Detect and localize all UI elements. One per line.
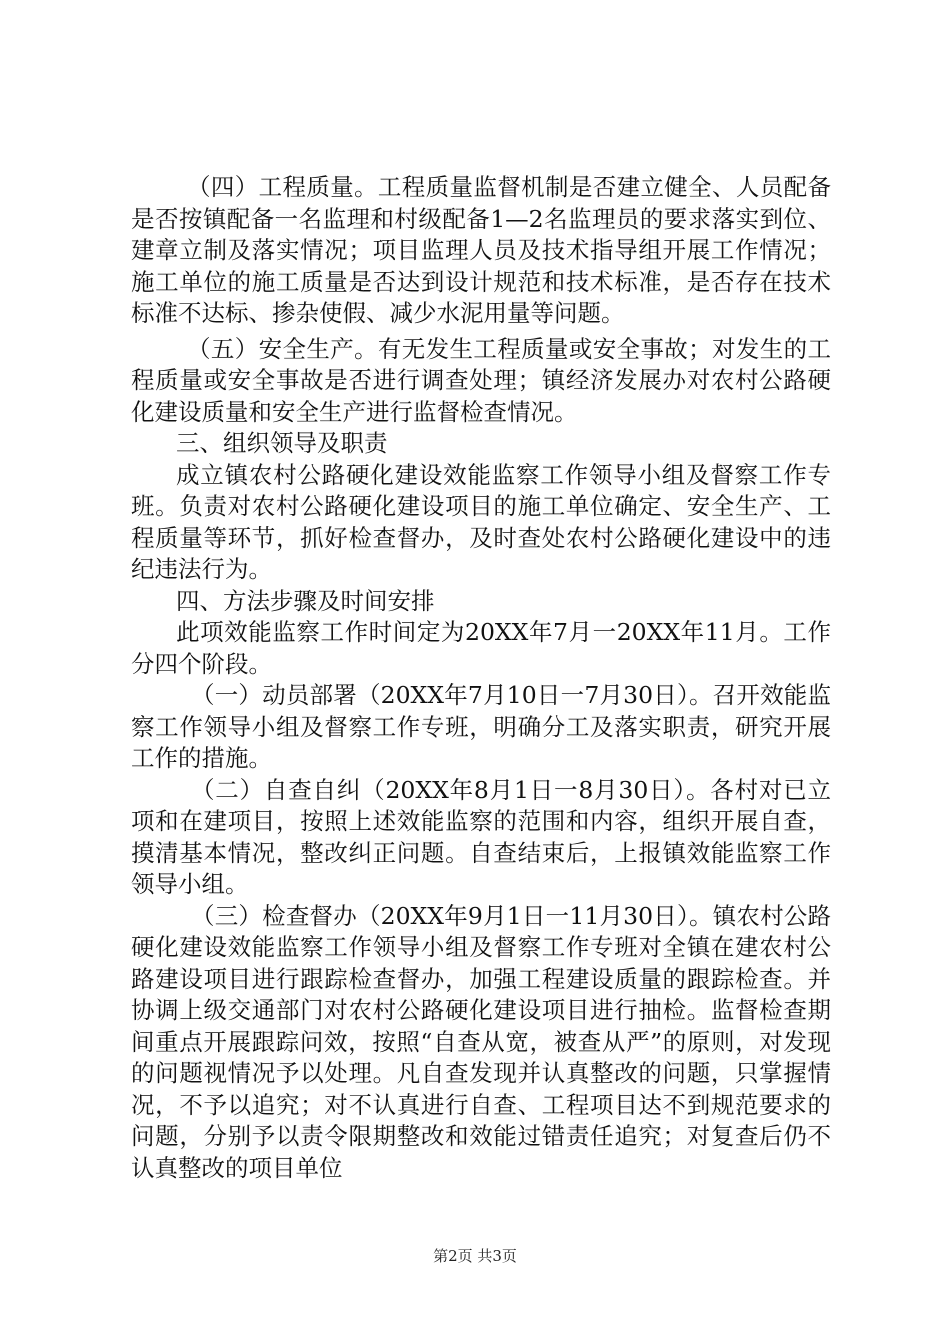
section-heading-methods: 四、方法步骤及时间安排 (176, 586, 435, 615)
document-body (131, 172, 831, 1184)
paragraph-phase-two: （二）自查自纠（20XX年8月1日一8月30日）。各村对已立项和在建项目，按照上述效能监察的范围和内容，组织开展自查，摸清基本情况，整改纠正问题。自查结束后，上报镇效能监察工作领导小组。 (131, 775, 831, 898)
paragraph-organization: 成立镇农村公路硬化建设效能监察工作领导小组及督察工作专班。负责对农村公路硬化建设项目的施工单位确定、安全生产、工程质量等环节，抓好检查督办，及时查处农村公路硬化建设中的违纪违法行为。 (131, 460, 831, 583)
paragraph-safety-production: （五）安全生产。有无发生工程质量或安全事故；对发生的工程质量或安全事故是否进行调查处理；镇经济发展办对农村公路硬化建设质量和安全生产进行监督检查情况。 (131, 334, 831, 426)
paragraph-phase-three: （三）检查督办（20XX年9月1日一11月30日）。镇农村公路硬化建设效能监察工作领导小组及督察工作专班对全镇在建农村公路建设项目进行跟踪检查督办，加强工程建设质量的跟踪检查。并协调上级交通部门对农村公路硬化建设项目进行抽检。监督检查期间重点开展跟踪问效，按照“自查从宽，被查从严”的原则，对发现的问题视情况予以处理。凡自查发现并认真整改的问题，只掌握情况，不予以追究；对不认真进行自查、工程项目达不到规范要求的问题，分别予以责令限期整改和效能过错责任追究；对复查后仍不认真整改的项目单位 (131, 901, 831, 1182)
section-heading-organization: 三、组织领导及职责 (176, 429, 388, 457)
paragraph-engineering-quality: （四）工程质量。工程质量监督机制是否建立健全、人员配备是否按镇配备一名监理和村级配备1—2名监理员的要求落实到位、建章立制及落实情况；项目监理人员及技术指导组开展工作情况；施工单位的施工质量是否达到设计规范和技术标准，是否存在技术标准不达标、掺杂使假、减少水泥用量等问题。 (131, 173, 831, 327)
paragraph-phase-one: （一）动员部署（20XX年7月10日一7月30日）。召开效能监察工作领导小组及督察工作专班，明确分工及落实职责，研究开展工作的措施。 (131, 681, 831, 772)
paragraph-schedule: 此项效能监察工作时间定为20XX年7月一20XX年11月。工作分四个阶段。 (131, 618, 831, 678)
page-footer: 第2页 共3页 (433, 1247, 517, 1265)
